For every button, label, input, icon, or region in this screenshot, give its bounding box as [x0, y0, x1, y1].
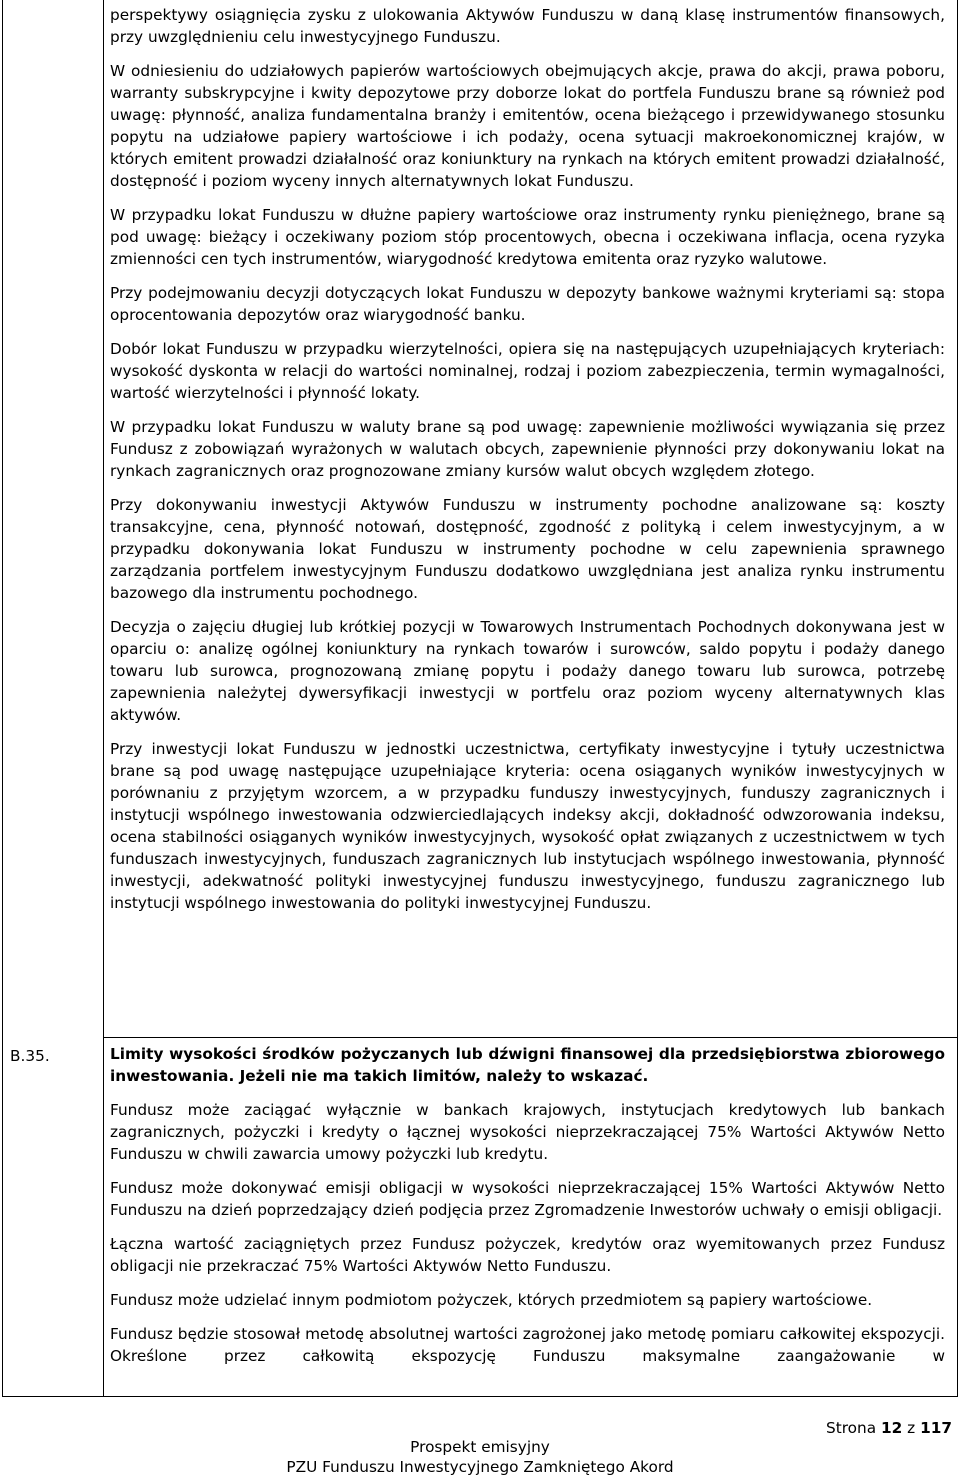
paragraph-debt-securities: W przypadku lokat Funduszu w dłużne papiery wartościowe oraz instrumenty rynku pieniężnego, brane są pod uwagę: bieżący i oczekiwany poziom stóp procentowych, obecna i oczekiwana inflacja, ocena ryzyka zmienności cen tych instrumentów, wiarygodność kredytowa emitenta oraz ryzyko walutowe.	[110, 206, 945, 268]
paragraph-bond-issue-limit: Fundusz może dokonywać emisji obligacji w wysokości nieprzekraczającej 15% Wartości Aktywów Netto Funduszu na dzień poprzedzający dzień podjęcia przez Zgromadzenie Inwestorów uchwały o emisji obligacji.	[110, 1179, 945, 1219]
footer-fund-name: PZU Funduszu Inwestycyjnego Zamkniętego Akord	[286, 1458, 674, 1476]
paragraph-bank-deposits: Przy podejmowaniu decyzji dotyczących lokat Funduszu w depozyty bankowe ważnymi kryteriami są: stopa oprocentowania depozytów oraz wiarygodność banku.	[110, 284, 945, 324]
paragraph-profit-perspective: perspektywy osiągnięcia zysku z ulokowania Aktywów Funduszu w daną klasę instrumentów finansowych, przy uwzględnieniu celu inwestycyjnego Funduszu.	[110, 6, 945, 46]
paragraph-total-limit: Łączna wartość zaciągniętych przez Fundusz pożyczek, kredytów oraz wyemitowanych przez Fundusz obligacji nie przekraczać 75% Wartości Aktywów Netto Funduszu.	[110, 1235, 945, 1275]
paragraph-receivables: Dobór lokat Funduszu w przypadku wierzytelności, opiera się na następujących uzupełniających kryteriach: wysokość dyskonta w relacji do wartości nominalnej, rodzaj i poziom zabezpieczenia, termin wymagalności, wartość wierzytelności i płynność lokaty.	[110, 340, 945, 402]
paragraph-equity-securities: W odniesieniu do udziałowych papierów wartościowych obejmujących akcje, prawa do akcji, prawa poboru, warranty subskrypcyjne i kwity depozytowe przy doborze lokat do portfela Funduszu brane są również pod uwagę: płynność, analiza fundamentalna branży i emitentów, ocena bieżącego i przewidywanego stosunku popytu na udziałowe papiery wartościowe i ich podaży, ocena sytuacji makroekonomicznej krajów, w których emitent prowadzi działalność oraz koniunktury na rynkach na których emitent prowadzi działalność, dostępność i poziom wyceny innych alternatywnych lokat Funduszu.	[110, 62, 945, 190]
paragraph-var-method: Fundusz będzie stosował metodę absolutnej wartości zagrożonej jako metodę pomiaru całkowitej ekspozycji. Określone przez całkowitą ekspozycję Funduszu maksymalne zaangażowanie w	[110, 1325, 945, 1365]
investment-criteria-section	[110, 4, 945, 926]
page-total: 117	[920, 1419, 952, 1437]
paragraph-fund-units: Przy inwestycji lokat Funduszu w jednostki uczestnictwa, certyfikaty inwestycyjne i tytuły uczestnictwa brane są pod uwagę następujące uzupełniające kryteria: ocena osiąganych wyników inwestycyjnych w porównaniu z przyjętym wzorcem, a w przypadku funduszy inwestycyjnych, funduszy zagranicznych i instytucji wspólnego inwestowania odzwierciedlających indeksy akcji, dokładność odwzorowania indeksu, ocena stabilności osiąganych wyników inwestycyjnych, wysokość opłat związanych z uczestnictwem w tych funduszach inwestycyjnych, funduszach zagranicznych lub instytucjach wspólnego inwestowania, płynność inwestycji, adekwatność polityki inwestycyjnej funduszu inwestycyjnego, funduszu zagranicznego lub instytucji wspólnego inwestowania do polityki inwestycyjnej Funduszu.	[110, 740, 945, 912]
row-divider	[103, 1037, 957, 1038]
leverage-limits-section	[110, 1043, 945, 1379]
page-current: 12	[880, 1419, 903, 1437]
paragraph-commodity-derivatives: Decyzja o zajęciu długiej lub krótkiej pozycji w Towarowych Instrumentach Pochodnych dokonywana jest w oparciu o: analizę ogólnej koniunktury na rynkach towarów i surowców, saldo popytu i podaży danego towaru lub surowca, prognozowaną zmianę popytu i podaży danego towaru lub surowca, potrzebę zapewnienia należytej dywersyfikacji inwestycji w portfelu oraz poziom wyceny alternatywnych klas aktywów.	[110, 618, 945, 724]
page-prefix: Strona	[826, 1419, 877, 1437]
section-title: Limity wysokości środków pożyczanych lub dźwigni finansowej dla przedsiębiorstwa zbiorowego inwestowania. Jeżeli nie ma takich limitów, należy to wskazać.	[110, 1045, 945, 1085]
section-number: B.35.	[10, 1047, 50, 1065]
paragraph-derivatives: Przy dokonywaniu inwestycji Aktywów Funduszu w instrumenty pochodne analizowane są: koszty transakcyjne, cena, płynność notowań, dostępność, zgodność z polityką i celem inwestycyjnym, a w przypadku dokonywania lokat Funduszu w instrumenty pochodne w celu zapewnienia sprawnego zarządzania portfelem inwestycyjnym Funduszu dodatkowo uwzględniana jest analiza rynku instrumentu bazowego dla instrumentu pochodnego.	[110, 496, 945, 602]
column-divider	[103, 0, 104, 1396]
paragraph-securities-lending: Fundusz może udzielać innym podmiotom pożyczek, których przedmiotem są papiery wartościowe.	[110, 1291, 873, 1309]
footer-document-name: Prospekt emisyjny	[410, 1438, 550, 1456]
paragraph-loans-limit: Fundusz może zaciągać wyłącznie w bankach krajowych, instytucjach kredytowych lub bankach zagranicznych, pożyczki i kredyty o łącznej wysokości nieprzekraczającej 75% Wartości Aktywów Netto Funduszu w chwili zawarcia umowy pożyczki lub kredytu.	[110, 1101, 945, 1163]
paragraph-currencies: W przypadku lokat Funduszu w waluty brane są pod uwagę: zapewnienie możliwości wywiązania się przez Fundusz z zobowiązań wyrażonych w walutach obcych, zapewnienie płynności przy dokonywaniu lokat na rynkach zagranicznych oraz prognozowane zmiany kursów walut obcych względem złotego.	[110, 418, 945, 480]
page-separator: z	[907, 1419, 916, 1437]
